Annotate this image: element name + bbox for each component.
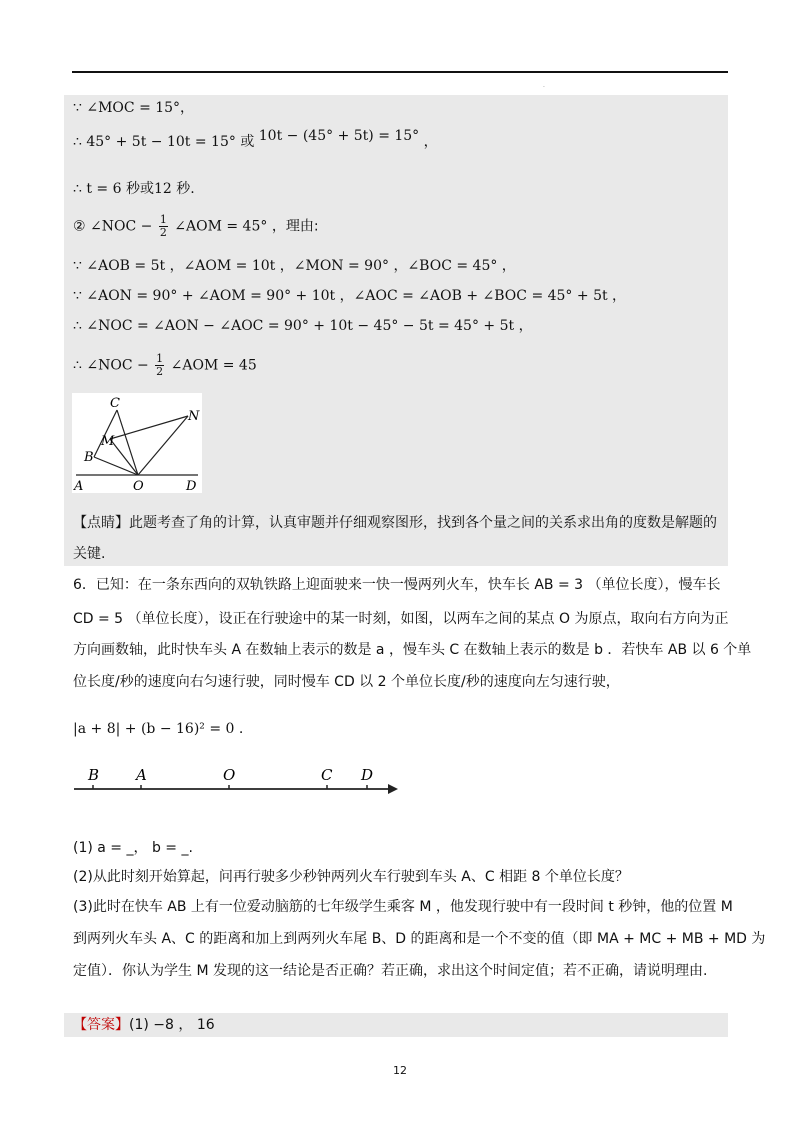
ray-ON [138, 416, 188, 475]
fraction-half [155, 353, 164, 378]
label-C: C [110, 396, 120, 411]
numberline-label-C: C [321, 766, 333, 784]
question-3-line-1: (3)此时在快车 AB 上有一位爱动脑筋的七年级学生乘客 M ，他发现行驶中有一段时间 t 秒钟，他的位置 M [73, 899, 733, 915]
label-O: O [133, 479, 144, 493]
expr-right: ∠AOM = 45° [174, 218, 268, 235]
numberline-label-A: A [136, 766, 147, 784]
problem-6-line-3: 方向画数轴，此时快车头 A 在数轴上表示的数是 a ，慢车头 C 在数轴上表示的数是 b ．若快车 AB 以 6 个单 [73, 642, 752, 658]
ray-OC [117, 410, 138, 475]
fraction-half [159, 214, 168, 239]
header-mark: . [543, 82, 545, 89]
expr-left: ② ∠NOC − [73, 218, 153, 235]
question-1: (1) a = _， b = _. [73, 840, 193, 856]
solution-line-7: ∴ ∠NOC = ∠AON − ∠AOC = 90° + 10t − 45° − 5t = 45° + 5t ， [73, 318, 533, 334]
question-3-line-3: 定值）．你认为学生 M 发现的这一结论是否正确？若正确，求出这个时间定值；若不正确，请说明理由. [73, 963, 708, 979]
solution-line-6: ∵ ∠AON = 90° + ∠AOM = 90° + 10t ，∠AOC = ∠AOB + ∠BOC = 45° + 5t ， [73, 288, 627, 304]
answer-text: (1) −8 ， 16 [129, 1017, 215, 1033]
solution-line-4 [73, 214, 319, 239]
label-B: B [84, 450, 94, 465]
numberline-label-B: B [88, 766, 100, 784]
axis-arrow [388, 784, 398, 794]
frac-den: 2 [159, 226, 167, 239]
comma: ， [423, 134, 438, 150]
or-word: 或 [240, 134, 255, 150]
problem-6-condition: |a + 8| + (b − 16)² = 0 . [73, 721, 244, 737]
angle-figure-svg [72, 393, 202, 493]
solution-line-8 [73, 353, 257, 378]
label-M: M [101, 434, 115, 449]
frac-den: 2 [156, 365, 164, 378]
solution-line-1: ∵ ∠MOC = 15°， [73, 100, 195, 116]
solution-line-2 [73, 128, 438, 152]
solution-line-3: ∴ t = 6 秒或12 秒. [73, 181, 195, 197]
angle-figure [72, 393, 202, 493]
answer-tag: 【答案】 [73, 1017, 129, 1033]
expr-right: ∠AOM = 45 [170, 357, 257, 374]
problem-6-line-4: 位长度/秒的速度向右匀速行驶，同时慢车 CD 以 2 个单位长度/秒的速度向左匀速行驶， [73, 674, 620, 690]
page-number: 12 [393, 1064, 407, 1077]
numberline-label-D: D [361, 766, 374, 784]
answer-line [73, 1015, 215, 1035]
reason-label: ，理由: [271, 218, 319, 235]
dianjing-line-1: 【点睛】此题考查了角的计算，认真审题并仔细观察图形，找到各个量之间的关系求出角的度数是解题的 [73, 515, 717, 531]
frac-num: 1 [159, 213, 167, 226]
header-rule [72, 71, 728, 73]
question-3-line-2: 到两列火车头 A、C 的距离和加上到两列火车尾 B、D 的距离和是一个不变的值（即 MA + MC + MB + MD 为 [73, 931, 766, 947]
solution-line-5: ∵ ∠AOB = 5t ，∠AOM = 10t ，∠MON = 90° ，∠BOC = 45° ， [73, 258, 516, 274]
segment-MN [110, 416, 188, 439]
number-line [70, 762, 400, 802]
label-A: A [74, 479, 84, 493]
frac-num: 1 [156, 352, 164, 365]
equation-a: ∴ 45° + 5t − 10t = 15° [73, 134, 236, 150]
problem-6-line-1: 6．已知：在一条东西向的双轨铁路上迎面驶来一快一慢两列火车，快车长 AB = 3 （单位长度），慢车长 [73, 577, 721, 593]
dianjing-line-2: 关键. [73, 546, 106, 562]
label-D: D [186, 479, 197, 493]
problem-6-line-2: CD = 5 （单位长度），设正在行驶途中的某一时刻，如图，以两车之间的某点 O 为原点，取向右方向为正 [73, 611, 729, 627]
expr-left: ∴ ∠NOC − [73, 357, 149, 374]
equation-b: 10t − (45° + 5t) = 15° [258, 128, 420, 144]
question-2: (2)从此时刻开始算起，问再行驶多少秒钟两列火车行驶到车头 A、C 相距 8 个单位长度？ [73, 869, 629, 885]
label-N: N [188, 409, 200, 424]
numberline-label-O: O [223, 766, 236, 784]
